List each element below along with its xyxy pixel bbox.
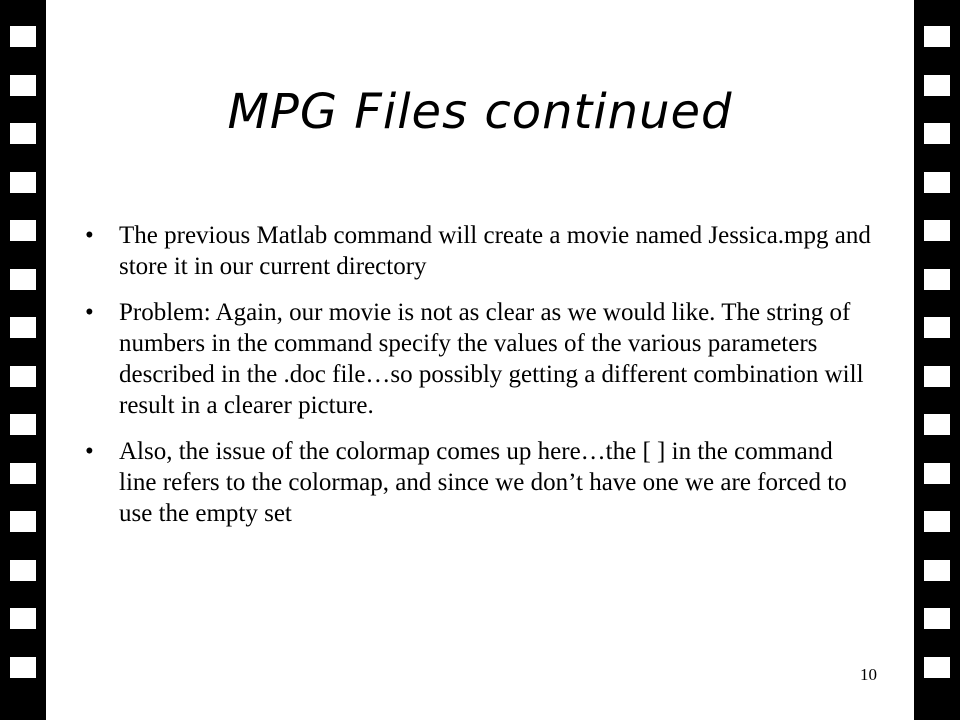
film-sprocket-hole: [924, 172, 950, 193]
bullet-item: [85, 220, 875, 282]
film-sprocket-hole: [10, 511, 36, 532]
bullet-icon: •: [85, 222, 94, 249]
film-sprocket-hole: [924, 75, 950, 96]
film-strip-right: [914, 0, 960, 720]
film-sprocket-hole: [10, 123, 36, 144]
page-number: 10: [860, 665, 877, 684]
bullet-text: The previous Matlab command will create a movie named Jessica.mpg and store it in our current directory: [119, 222, 871, 280]
film-sprocket-hole: [10, 608, 36, 629]
film-sprocket-hole: [924, 317, 950, 338]
film-sprocket-hole: [10, 75, 36, 96]
film-sprocket-hole: [924, 366, 950, 387]
film-sprocket-hole: [924, 608, 950, 629]
film-sprocket-hole: [10, 317, 36, 338]
film-sprocket-hole: [10, 26, 36, 47]
bullet-list: [85, 220, 875, 544]
film-sprocket-hole: [10, 560, 36, 581]
bullet-icon: •: [85, 438, 94, 465]
film-sprocket-hole: [924, 560, 950, 581]
bullet-icon: •: [85, 299, 94, 326]
film-sprocket-hole: [924, 463, 950, 484]
film-sprocket-hole: [10, 463, 36, 484]
bullet-text: Also, the issue of the colormap comes up here…the [ ] in the command line refers to the colormap, and since we don’t have one we are forced to use the empty set: [119, 438, 847, 527]
film-sprocket-hole: [10, 366, 36, 387]
film-sprocket-hole: [924, 26, 950, 47]
bullet-item: [85, 436, 875, 529]
film-sprocket-hole: [10, 269, 36, 290]
film-sprocket-hole: [924, 220, 950, 241]
slide-title: MPG Files continued: [227, 84, 733, 140]
film-sprocket-hole: [10, 220, 36, 241]
film-sprocket-hole: [10, 414, 36, 435]
film-sprocket-hole: [10, 657, 36, 678]
film-sprocket-hole: [10, 172, 36, 193]
film-sprocket-hole: [924, 123, 950, 144]
film-strip-left: [0, 0, 46, 720]
film-sprocket-hole: [924, 657, 950, 678]
film-sprocket-hole: [924, 414, 950, 435]
film-sprocket-hole: [924, 511, 950, 532]
bullet-text: Problem: Again, our movie is not as clear as we would like. The string of numbers in the command specify the values of the various parameters described in the .doc file…so possibly getting a different combination will result in a clearer picture.: [119, 299, 864, 419]
bullet-item: [85, 297, 875, 421]
film-sprocket-hole: [924, 269, 950, 290]
